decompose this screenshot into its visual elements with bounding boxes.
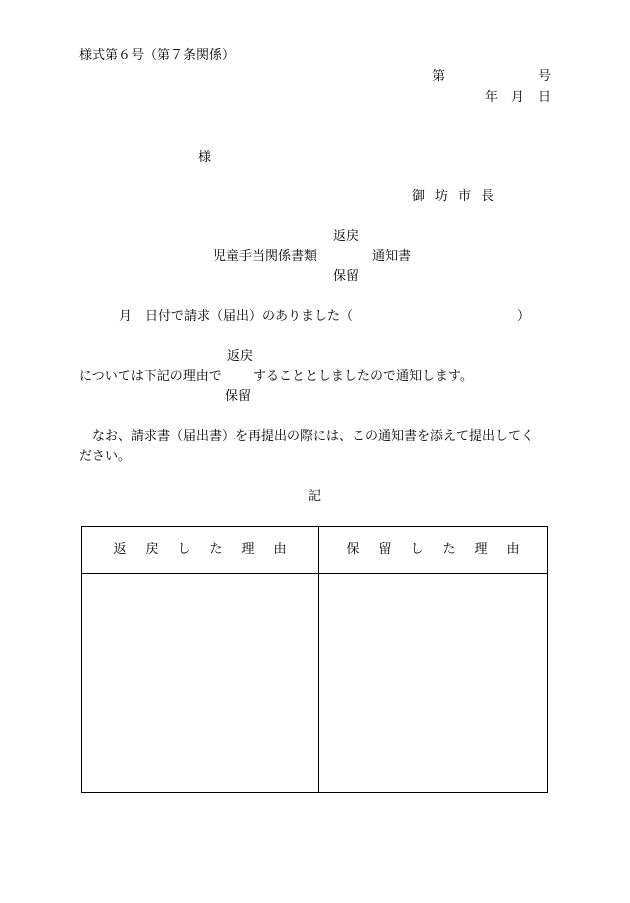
title-option-return: 返戻: [333, 229, 360, 244]
header-return-reason: 返戻した理由: [113, 542, 306, 557]
date-year: 年: [485, 90, 499, 105]
doc-number-suffix: 号: [538, 69, 552, 84]
return-reason-cell[interactable]: [82, 574, 318, 792]
form-number: 様式第６号（第７条関係）: [79, 48, 236, 63]
document-title: 児童手当関係書類: [213, 249, 318, 264]
body-option-return: 返戻: [227, 349, 254, 364]
doc-number-prefix: 第: [432, 69, 446, 84]
body-line2-suffix: することとしましたので通知します。: [253, 369, 473, 384]
title-option-hold: 保留: [333, 269, 360, 284]
title-suffix: 通知書: [372, 249, 412, 264]
body-line1-close: ）: [517, 309, 531, 324]
header-hold-reason: 保留した理由: [346, 542, 539, 557]
body-line2-prefix: については下記の理由で: [79, 369, 222, 384]
ki-heading: 記: [308, 489, 322, 504]
addressee-honorific: 様: [198, 150, 212, 165]
body-option-hold: 保留: [225, 389, 252, 404]
note-line-1: なお、請求書（届出書）を再提出の際には、この通知書を添えて提出してく: [92, 429, 535, 444]
body-month: 月: [119, 309, 133, 324]
hold-reason-cell[interactable]: [319, 574, 547, 792]
date-day: 日: [538, 90, 552, 105]
body-line1-text: 日付で請求（届出）のありました（: [145, 309, 354, 324]
note-line-2: ださい。: [79, 449, 132, 464]
issuer-name: 御坊市長: [412, 189, 505, 204]
reasons-table: [81, 526, 548, 793]
date-month: 月: [511, 90, 525, 105]
